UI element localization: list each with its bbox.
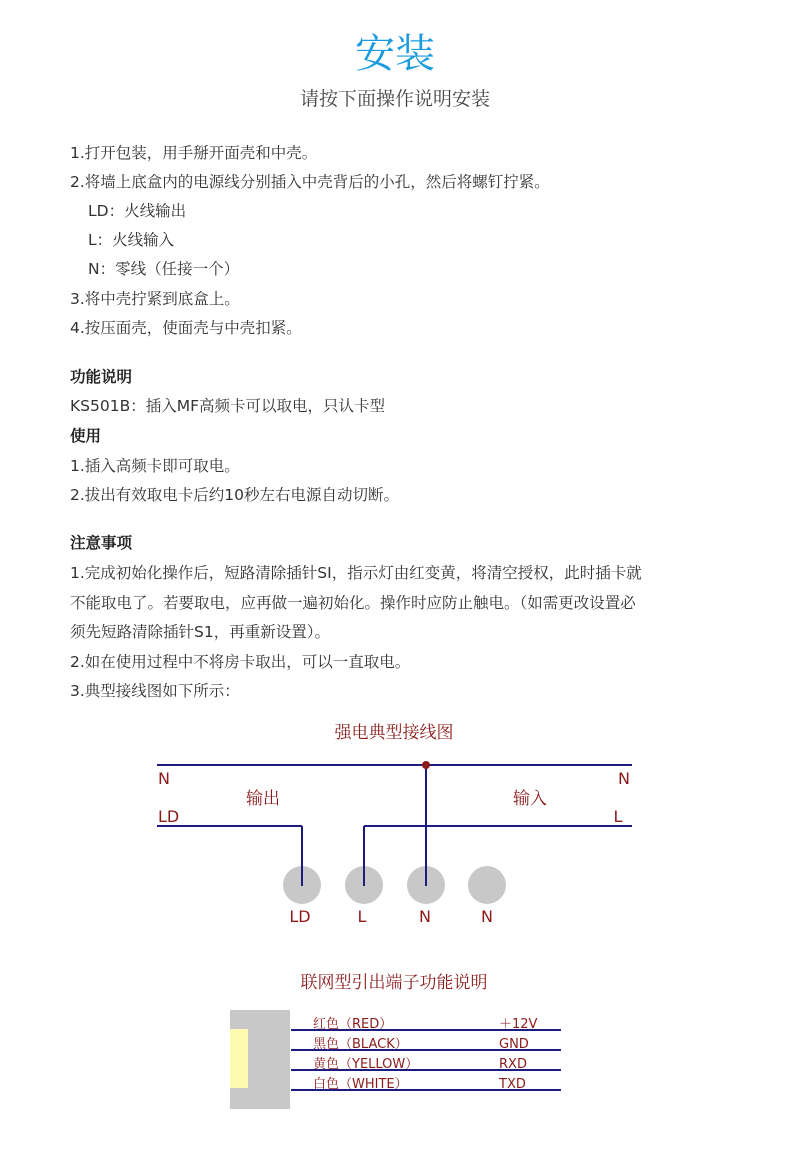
label-n-right: N bbox=[618, 769, 630, 788]
function-heading: 功能说明 bbox=[70, 368, 133, 386]
label-l-right: L bbox=[613, 807, 623, 826]
step: 3.将中壳拧紧到底盒上。 bbox=[70, 290, 240, 308]
terminal-label: N bbox=[481, 907, 493, 926]
diagram1-title: 强电典型接线图 bbox=[334, 723, 454, 743]
usage-item: 2.拔出有效取电卡后约10秒左右电源自动切断。 bbox=[70, 486, 400, 504]
page-subtitle: 请按下面操作说明安装 bbox=[299, 88, 490, 110]
label-ld-left: LD bbox=[158, 807, 180, 826]
page-title: 安装 bbox=[355, 31, 435, 77]
terminal-label: N bbox=[419, 907, 431, 926]
step: 1.打开包装，用手掰开面壳和中壳。 bbox=[70, 144, 318, 162]
notes-heading: 注意事项 bbox=[70, 534, 133, 552]
notes-item: 不能取电了。若要取电，应再做一遍初始化。操作时应防止触电。（如需更改设置必 bbox=[70, 594, 636, 612]
wire-color: 白色（WHITE） bbox=[313, 1077, 408, 1092]
terminal-label: LD bbox=[289, 907, 311, 926]
wire-function: GND bbox=[499, 1037, 529, 1052]
step-detail: N：零线（任接一个） bbox=[88, 260, 240, 278]
label-output: 输出 bbox=[246, 789, 280, 809]
function-text: KS501B：插入MF高频卡可以取电，只认卡型 bbox=[70, 397, 386, 415]
step: 2.将墙上底盒内的电源线分别插入中壳背后的小孔，然后将螺钉拧紧。 bbox=[70, 173, 550, 191]
wire-function: ＋12V bbox=[499, 1017, 538, 1032]
usage-item: 1.插入高频卡即可取电。 bbox=[70, 457, 240, 475]
notes-item: 3.典型接线图如下所示： bbox=[70, 682, 240, 700]
wire-function: RXD bbox=[499, 1057, 527, 1072]
power-wiring-diagram bbox=[157, 723, 632, 926]
label-n-left: N bbox=[158, 769, 170, 788]
wire-color: 黄色（YELLOW） bbox=[313, 1057, 419, 1072]
wire-color: 黑色（BLACK） bbox=[313, 1037, 408, 1052]
step-detail: L：火线输入 bbox=[88, 231, 175, 249]
network-terminal-diagram bbox=[230, 973, 561, 1109]
notes-item: 1.完成初始化操作后，短路清除插针SI，指示灯由红变黄，将清空授权，此时插卡就 bbox=[70, 564, 642, 582]
wire-color: 红色（RED） bbox=[313, 1017, 393, 1032]
wire-function: TXD bbox=[499, 1077, 526, 1092]
step-detail: LD：火线输出 bbox=[88, 202, 187, 220]
terminal-label: L bbox=[357, 907, 367, 926]
diagram2-title: 联网型引出端子功能说明 bbox=[300, 973, 488, 993]
usage-heading: 使用 bbox=[70, 427, 102, 445]
junction-dot bbox=[422, 761, 430, 769]
notes-item: 须先短路清除插针S1，再重新设置）。 bbox=[70, 623, 330, 641]
label-input: 输入 bbox=[513, 789, 547, 809]
step: 4.按压面壳，使面壳与中壳扣紧。 bbox=[70, 319, 302, 337]
notes-item: 2.如在使用过程中不将房卡取出，可以一直取电。 bbox=[70, 653, 411, 671]
